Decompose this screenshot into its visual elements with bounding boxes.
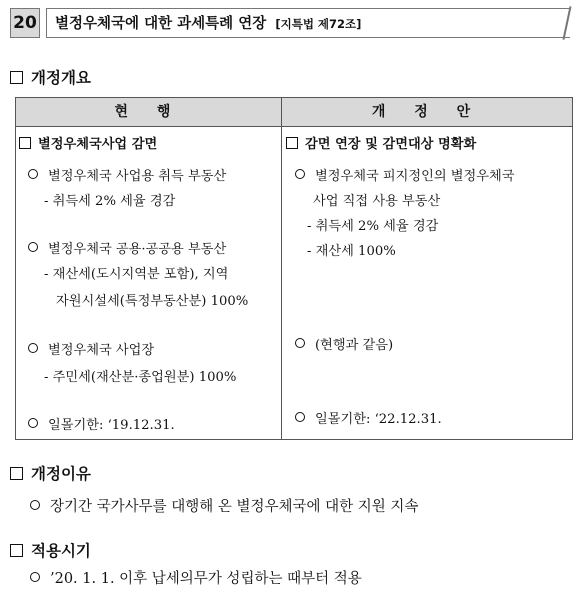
circle-bullet-icon [30,572,40,582]
header-revised: 개 정 안 [371,104,483,120]
square-bullet-icon [286,137,298,149]
section-reason-label: 개정이유 [31,465,91,483]
current-item-2: 별정우체국 공용·공공용 부동산 [28,238,226,257]
circle-bullet-icon [28,169,38,179]
circle-bullet-icon [295,338,305,348]
title-bar [10,8,570,40]
current-item-1-detail: - 취득세 2% 세율 경감 [44,194,176,209]
circle-bullet-icon [28,418,38,428]
current-item-3: 별정우체국 사업장 [28,339,154,358]
checkbox-square-icon [10,467,23,480]
comparison-table [15,97,573,440]
checkbox-square-icon [10,544,23,557]
current-item-3-detail: - 주민세(재산분·종업원분) 100% [44,370,237,385]
square-bullet-icon [19,137,31,149]
revised-item-1-cont: 사업 직접 사용 부동산 [313,194,441,209]
current-item-1: 별정우체국 사업용 취득 부동산 [28,165,226,184]
section-overview-label: 개정개요 [31,69,91,87]
effective-text: ’20. 1. 1. 이후 납세의무가 성립하는 때부터 적용 [30,567,362,588]
section-effective-label: 적용시기 [31,542,91,560]
revised-same-as-current: (현행과 같음) [295,334,393,353]
circle-bullet-icon [28,343,38,353]
current-sunset: 일몰기한: ‘19.12.31. [28,414,175,433]
column-divider [281,98,282,439]
revised-subhead: 감면 연장 및 감면대상 명확화 [286,133,476,152]
law-reference: [지특법 제72조] [275,17,362,31]
current-subhead: 별정우체국사업 감면 [19,133,157,152]
item-number: 20 [10,8,40,38]
revised-sunset: 일몰기한: ‘22.12.31. [295,408,442,427]
checkbox-square-icon [10,71,23,84]
circle-bullet-icon [28,242,38,252]
section-overview-heading [10,66,91,88]
table-header-row [16,98,572,127]
circle-bullet-icon [295,412,305,422]
header-current: 현 행 [114,104,183,120]
current-item-2-detail: - 재산세(도시지역분 포함), 지역 [44,267,229,282]
page-title: 별정우체국에 대한 과세특례 연장 [55,16,267,32]
circle-bullet-icon [295,169,305,179]
title-box [46,8,570,38]
section-effective-heading [10,539,91,561]
section-reason-heading [10,462,91,484]
circle-bullet-icon [30,500,40,510]
current-item-2-detail-cont: 자원시설세(특정부동산분) 100% [56,294,249,309]
revised-item-1: 별정우체국 피지정인의 별정우체국 [295,165,514,184]
revised-item-1-detail-a: - 취득세 2% 세율 경감 [307,219,439,234]
revised-item-1-detail-b: - 재산세 100% [307,244,396,259]
reason-text: 장기간 국가사무를 대행해 온 별정우체국에 대한 지원 지속 [30,495,418,516]
